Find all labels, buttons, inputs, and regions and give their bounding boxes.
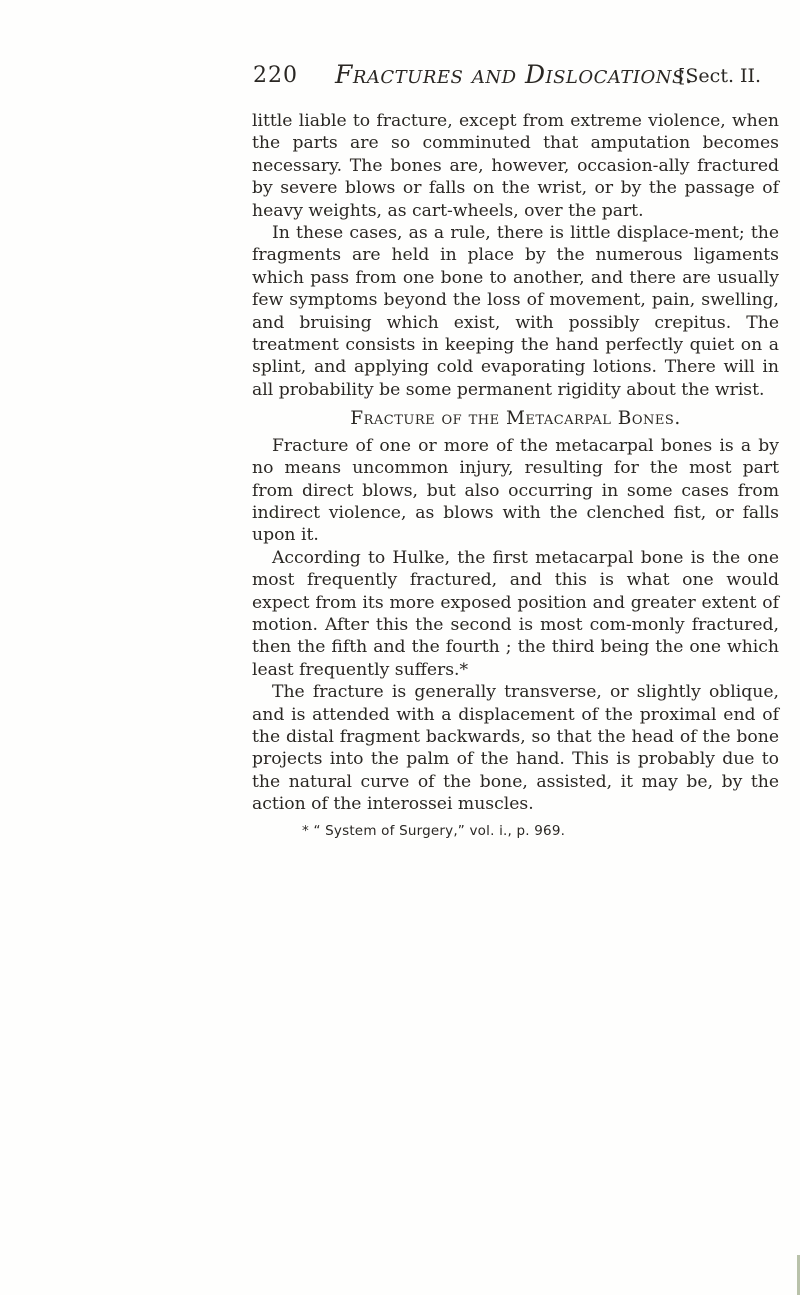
paragraph: The fracture is generally transverse, or slightly oblique, and is attended with a displacement of the proximal end of the distal fragment backwards, so that the head of the bone projects into the palm of the hand. This is probably due to the natural curve of the bone, assisted, it may be, by the action of the interossei muscles.: [252, 682, 779, 815]
running-title: Fractures and Dislocations.: [335, 60, 694, 89]
footnote: * “ System of Surgery,” vol. i., p. 969.: [302, 822, 566, 839]
page-body: [252, 110, 779, 840]
section-label: [Sect. II.: [678, 65, 762, 87]
paragraph: little liable to fracture, except from extreme violence, when the parts are so comminuted that amputation becomes necessary. The bones are, however, occasion-ally fractured by severe blows or falls on the wrist, or by the passage of heavy weights, as cart-wheels, over the part.: [252, 111, 779, 221]
running-header: [253, 60, 793, 97]
paragraph: Fracture of one or more of the metacarpal bones is a by no means uncommon injury, resulting for the most part from direct blows, but also occurring in some cases from indirect violence, as blows with the clenched fist, or falls upon it.: [252, 435, 779, 546]
section-heading: Fracture of the Metacarpal Bones.: [350, 408, 681, 430]
page-number: 220: [253, 63, 298, 88]
paragraph: In these cases, as a rule, there is little displace-ment; the fragments are held in place by the numerous ligaments which pass from one bone to another, and there are usually few symptoms beyond the loss of movement, pain, swelling, and bruising which exist, with possibly crepitus. The treatment consists in keeping the hand perfectly quiet on a splint, and applying cold evaporating lotions. There will in all probability be some permanent rigidity about the wrist.: [252, 223, 779, 400]
paragraph: According to Hulke, the first metacarpal bone is the one most frequently fractured, and this is what one would expect from its more exposed position and greater extent of motion. After this the second is most com-monly fractured, then the fifth and the fourth ; the third being the one which least frequently suffers.*: [252, 547, 779, 680]
